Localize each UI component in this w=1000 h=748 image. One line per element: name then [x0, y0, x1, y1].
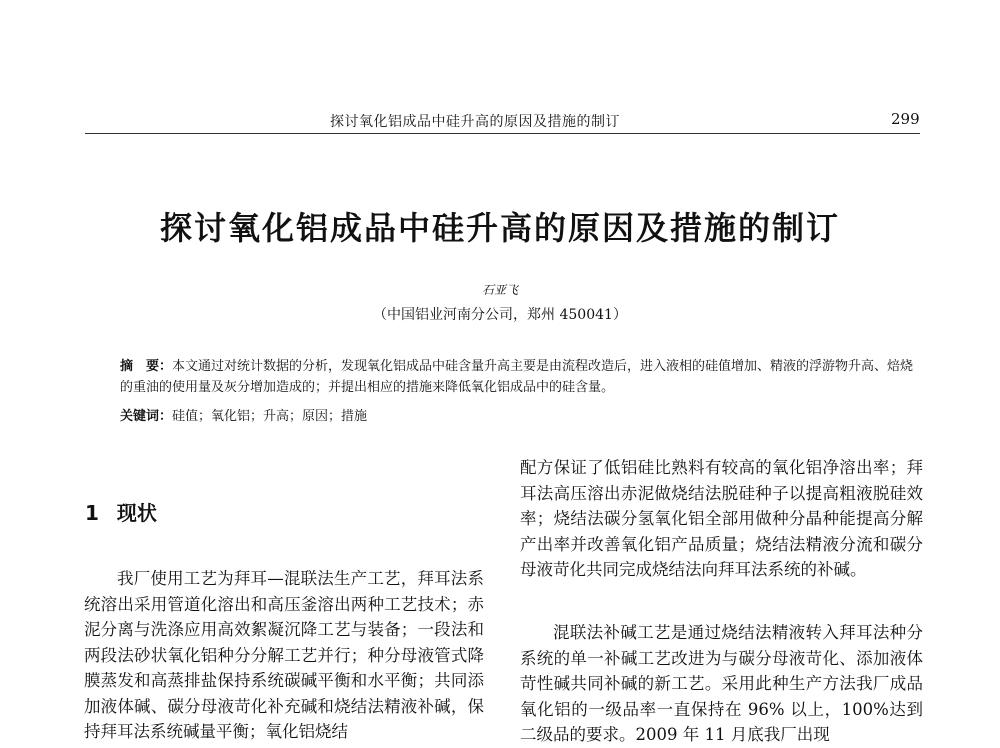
running-header-title: 探讨氧化铝成品中硅升高的原因及措施的制订 [330, 114, 620, 130]
body-paragraph-right-2: 混联法补碱工艺是通过烧结法精液转入拜耳法种分系统的单一补碱工艺改进为与碳分母液苛化、添加液体苛性碱共同补碱的新工艺。采用此种生产方法我厂成品氧化铝的一级品率一直保持在 96% 以上，100%达到二级品的要求。2009 年 11 月底我厂出现 [520, 623, 923, 744]
abstract-text: 本文通过对统计数据的分析，发现氧化铝成品中硅含量升高主要是由流程改造后，进入液相的硅值增加、精液的浮游物升高、焙烧的重油的使用量及灰分增加造成的；并提出相应的措施来降低氧化铝成品中的硅含量。 [120, 359, 914, 395]
abstract [120, 356, 920, 398]
section-title: 现状 [116, 501, 157, 525]
keywords-label: 关键词： [120, 409, 173, 424]
body-paragraph-left: 我厂使用工艺为拜耳—混联法生产工艺，拜耳法系统溶出采用管道化溶出和高压釜溶出两种工艺技术；赤泥分离与洗涤应用高效絮凝沉降工艺与装备；一段法和两段法砂状氧化铝种分分解工艺并行；种分母液管式降膜蒸发和高蒸排盐保持系统碳碱平衡和水平衡；共同添加液体碱、碳分母液苛化补充碱和烧结法精液补碱，保持拜耳法系统碱量平衡；氧化铝烧结 [84, 569, 484, 741]
author-name: 石亚飞 [481, 283, 518, 297]
body-paragraph-right-1: 配方保证了低铝硅比熟料有较高的氧化铝净溶出率；拜耳法高压溶出赤泥做烧结法脱硅种子以提高粗液脱硅效率；烧结法碳分氢氧化铝全部用做种分晶种能提高分解产出率并改善氧化铝产品质量；烧结法精液分流和碳分母液苛化共同完成烧结法向拜耳法系统的补碱。 [520, 458, 923, 579]
author-affiliation: （中国铝业河南分公司，郑州 450041） [373, 307, 627, 323]
keywords-text: 硅值；氧化铝；升高；原因；措施 [172, 409, 368, 424]
keywords [120, 405, 920, 424]
article-title: 探讨氧化铝成品中硅升高的原因及措施的制订 [159, 209, 840, 247]
header-divider [85, 133, 920, 134]
section-heading [85, 497, 175, 526]
abstract-label: 摘 要： [120, 359, 173, 374]
page-number: 299 [891, 110, 920, 128]
section-number: 1 [85, 501, 99, 525]
